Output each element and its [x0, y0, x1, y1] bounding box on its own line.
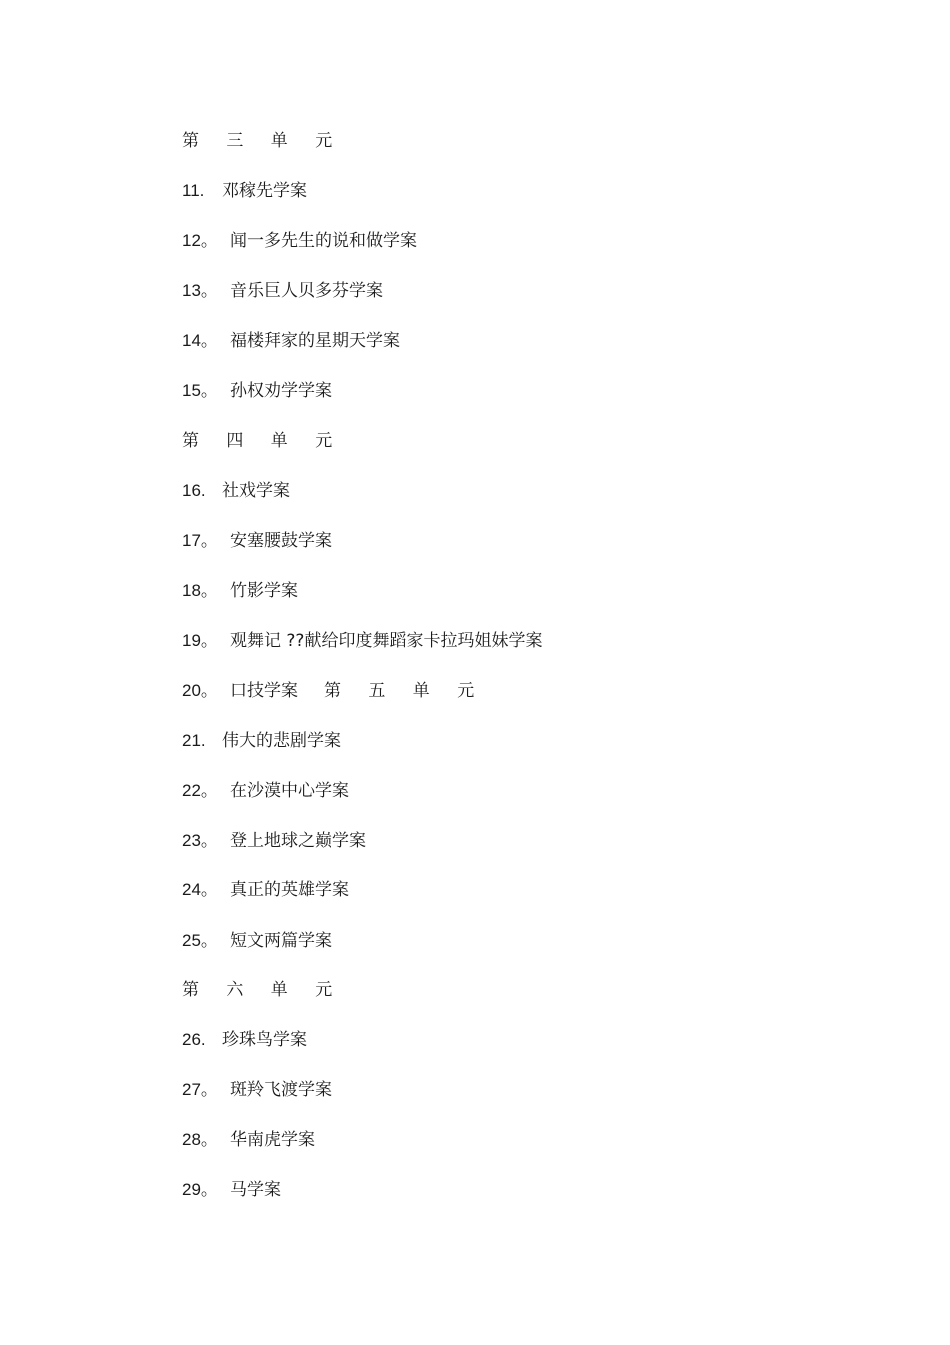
toc-item-12	[182, 228, 417, 254]
item-number: 22。	[182, 781, 218, 800]
item-number: 18。	[182, 581, 218, 600]
item-number: 25。	[182, 931, 218, 950]
item-title: 伟大的悲剧学案	[222, 731, 341, 751]
item-title: 邓稼先学案	[222, 181, 307, 201]
item-title: 闻一多先生的说和做学案	[230, 231, 417, 251]
item-number: 28。	[182, 1130, 218, 1149]
item-title: 在沙漠中心学案	[230, 781, 349, 801]
item-number: 24。	[182, 880, 218, 899]
toc-item-25	[182, 928, 332, 954]
item-title: 音乐巨人贝多芬学案	[230, 281, 383, 301]
item-title: 安塞腰鼓学案	[230, 531, 332, 551]
toc-item-20	[182, 678, 485, 704]
unit-heading-5: 第 五 单 元	[324, 681, 486, 701]
toc-item-23	[182, 828, 366, 854]
item-title: 斑羚飞渡学案	[230, 1080, 332, 1100]
toc-item-28	[182, 1127, 315, 1153]
item-number: 17。	[182, 531, 218, 550]
item-number: 23。	[182, 831, 218, 850]
item-number: 26.	[182, 1030, 206, 1049]
item-number: 13。	[182, 281, 218, 300]
toc-item-27	[182, 1077, 332, 1103]
toc-item-24	[182, 877, 349, 903]
unit-heading-3: 第 三 单 元	[182, 131, 344, 151]
item-number: 19。	[182, 631, 218, 650]
toc-item-26	[182, 1027, 307, 1053]
item-title: 真正的英雄学案	[230, 880, 349, 900]
toc-item-15	[182, 378, 332, 404]
toc-item-22	[182, 778, 349, 804]
item-title: 华南虎学案	[230, 1130, 315, 1150]
unit-heading-6: 第 六 单 元	[182, 980, 344, 1000]
toc-item-16	[182, 478, 290, 504]
item-number: 14。	[182, 331, 218, 350]
item-title: 登上地球之巅学案	[230, 831, 366, 851]
item-title: 竹影学案	[230, 581, 298, 601]
item-number: 15。	[182, 381, 218, 400]
item-title: 观舞记 ??献给印度舞蹈家卡拉玛姐妹学案	[230, 631, 543, 651]
toc-item-19	[182, 628, 542, 654]
item-title: 社戏学案	[222, 481, 290, 501]
item-number: 16.	[182, 481, 206, 500]
item-number: 27。	[182, 1080, 218, 1099]
toc-item-13	[182, 278, 383, 304]
item-title: 马学案	[230, 1180, 281, 1200]
toc-item-14	[182, 328, 400, 354]
item-number: 11.	[182, 181, 205, 200]
item-number: 29。	[182, 1180, 218, 1199]
item-number: 12。	[182, 231, 218, 250]
item-title: 短文两篇学案	[230, 931, 332, 951]
item-title: 福楼拜家的星期天学案	[230, 331, 400, 351]
toc-item-29	[182, 1177, 281, 1203]
toc-item-18	[182, 578, 298, 604]
item-number: 21.	[182, 731, 206, 750]
toc-item-21	[182, 728, 341, 754]
toc-item-17	[182, 528, 332, 554]
unit-heading-4: 第 四 单 元	[182, 431, 344, 451]
item-number: 20。	[182, 681, 218, 700]
toc-item-11	[182, 178, 307, 204]
item-title: 口技学案	[230, 681, 298, 701]
item-title: 孙权劝学学案	[230, 381, 332, 401]
item-title: 珍珠鸟学案	[222, 1030, 307, 1050]
